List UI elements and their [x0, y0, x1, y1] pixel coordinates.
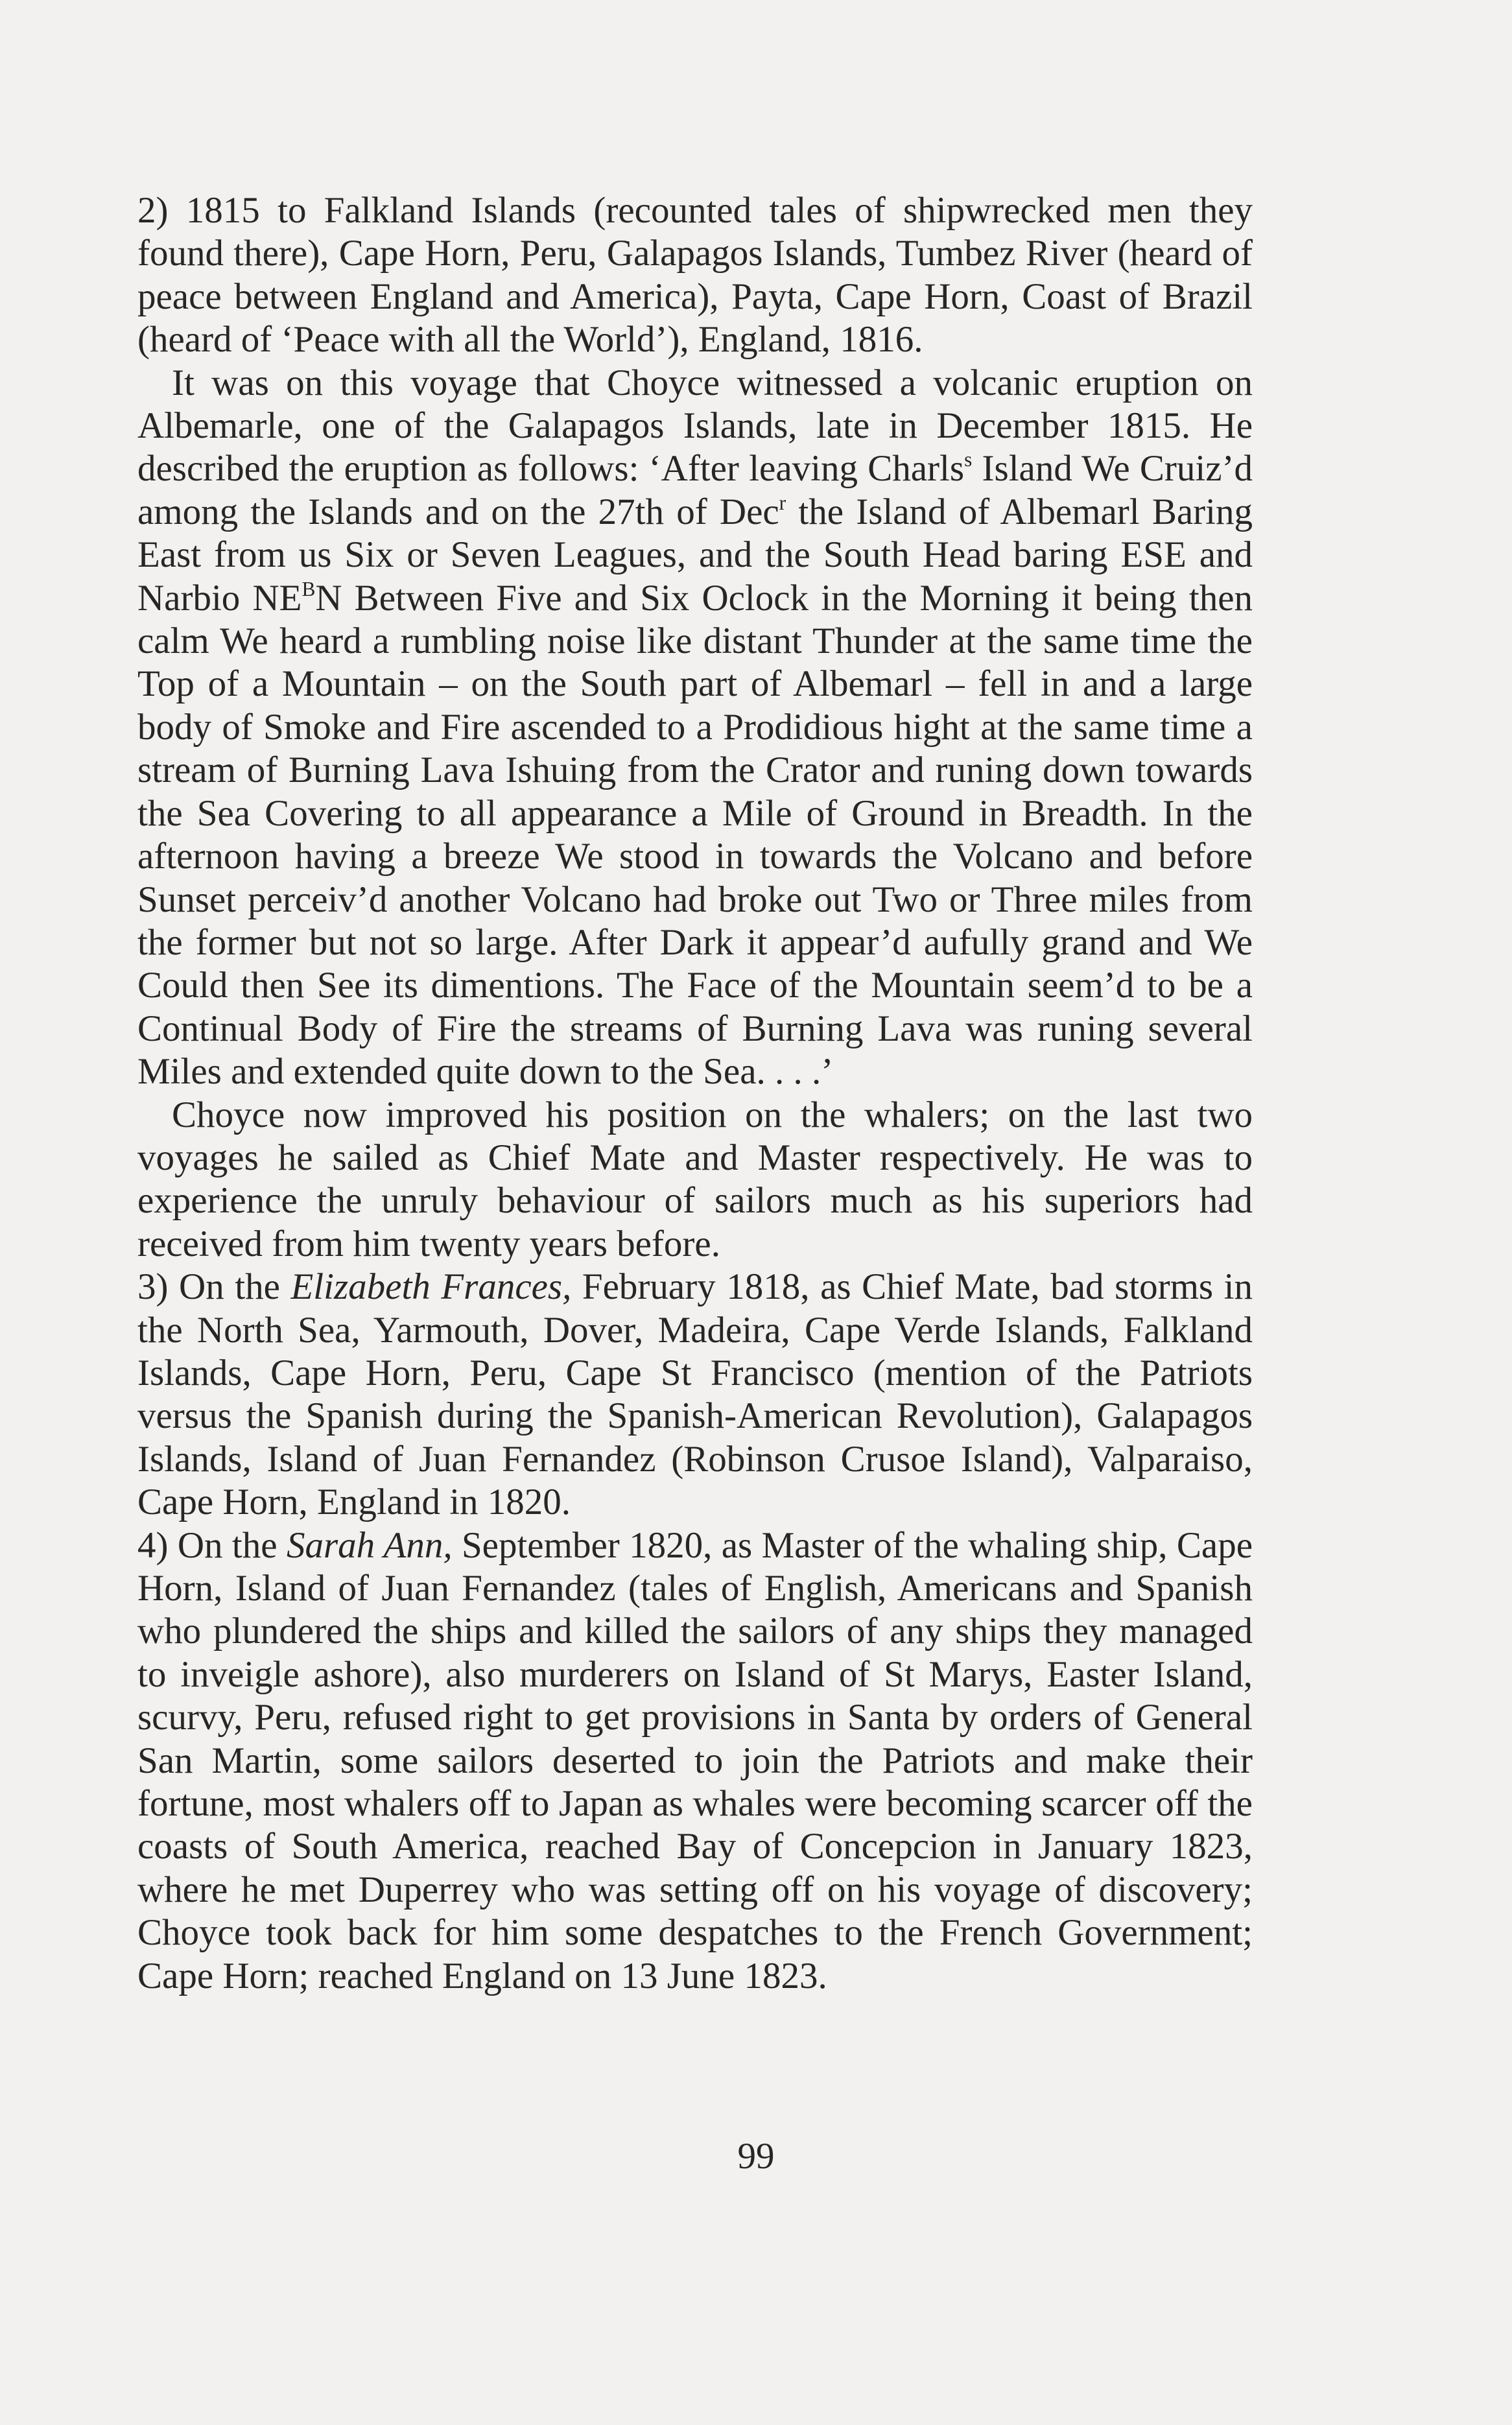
paragraph [137, 362, 1253, 1094]
text-run: 3) On the [137, 1266, 291, 1308]
text-run: It was on this voyage that Choyce witnessed a volcanic eruption on Albemarle, one of the Galapagos Islands, late in December 1815. He described the eruption as follows: ‘After leaving Charls [137, 362, 1253, 490]
paragraph [137, 1266, 1253, 1524]
text-run: Island We Cruiz’d among the Islands and on the 27th of Dec [137, 448, 1253, 532]
ship-name: Elizabeth Frances, [290, 1266, 572, 1308]
superscript: r [779, 491, 786, 514]
text-run: 2) 1815 to Falkland Islands (recounted tales of shipwrecked men they found there), Cape Horn, Peru, Galapagos Islands, Tumbez River (heard of peace between England and America), Payta, Cape Horn, Coast of Brazil (heard of ‘Peace with all the World’), England, 1816. [137, 190, 1253, 361]
text-run: September 1820, as Master of the whaling ship, Cape Horn, Island of Juan Fernandez (tales of English, Americans and Spanish who plundered the ships and killed the sailors of any ships they managed to inveigle ashore), also murderers on Island of St Marys, Easter Island, scurvy, Peru, refused right to get provisions in Santa by orders of General San Martin, some sailors deserted to join the Patriots and make their fortune, most whalers off to Japan as whales were becoming scarcer off the coasts of South America, reached Bay of Concepcion in January 1823, where he met Duperrey who was setting off on his voyage of discovery; Choyce took back for him some despatches to the French Government; Cape Horn; reached England on 13 June 1823. [137, 1524, 1253, 1996]
text-run: Choyce now improved his position on the whalers; on the last two voyages he sailed as Chief Mate and Master respectively. He was to experience the unruly behaviour of sailors much as his superiors had received from him twenty years before. [137, 1094, 1253, 1264]
body-text [137, 189, 1253, 1998]
text-run: 4) On the [137, 1524, 287, 1566]
page-number: 99 [737, 2136, 775, 2177]
paragraph [137, 1094, 1253, 1266]
superscript: s [964, 448, 973, 471]
superscript: B [301, 577, 316, 600]
text-run: the Island of Albemarl Baring East from us Six or Seven Leagues, and the South Head baring ESE and Narbio NE [137, 491, 1253, 619]
text-run: February 1818, as Chief Mate, bad storms in the North Sea, Yarmouth, Dover, Madeira, Cape Verde Islands, Falkland Islands, Cape Horn, Peru, Cape St Francisco (mention of the Patriots versus the Spanish during the Spanish-American Revolution), Galapagos Islands, Island of Juan Fernandez (Robinson Crusoe Island), Valparaiso, Cape Horn, England in 1820. [137, 1266, 1253, 1523]
ship-name: Sarah Ann, [286, 1524, 453, 1566]
text-run: N Between Five and Six Oclock in the Morning it being then calm We heard a rumbling noise like distant Thunder at the same time the Top of a Mountain – on the South part of Albemarl – fell in and a large body of Smoke and Fire ascended to a Prodidious hight at the same time a stream of Burning Lava Ishuing from the Crator and runing down towards the Sea Covering to all appearance a Mile of Ground in Breadth. In the afternoon having a breeze We stood in towards the Volcano and before Sunset perceiv’d another Volcano had broke out Two or Three miles from the former but not so large. After Dark it appear’d aufully grand and We Could then See its dimentions. The Face of the Mountain seem’d to be a Continual Body of Fire the streams of Burning Lava was runing several Miles and extended quite down to the Sea. . . .’ [137, 577, 1253, 1093]
paragraph [137, 1524, 1253, 1998]
paragraph [137, 189, 1253, 362]
